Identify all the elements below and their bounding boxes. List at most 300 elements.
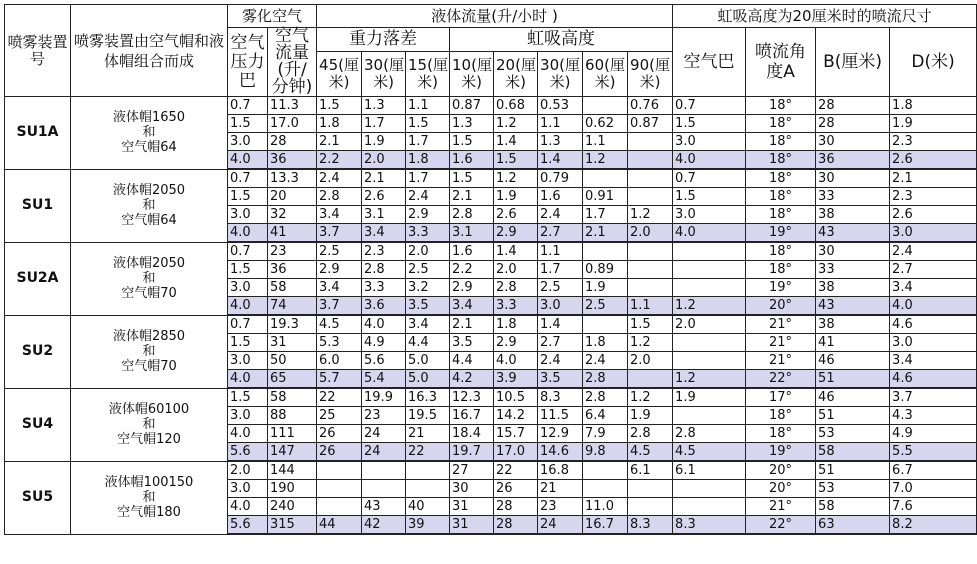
data-cell [406, 461, 450, 480]
data-cell: 2.5 [538, 279, 583, 297]
data-cell: 4.0 [494, 352, 538, 370]
data-cell: 1.3 [538, 133, 583, 151]
data-cell: 5.6 [228, 516, 268, 535]
header-d: D(米) [890, 28, 977, 97]
data-cell: 18° [746, 188, 816, 206]
data-cell: 1.1 [583, 133, 628, 151]
header-gravity-45: 45(厘米) [317, 52, 362, 97]
composition-line: 液体帽100150 [104, 475, 194, 490]
data-cell: 4.0 [228, 151, 268, 170]
header-air-flow: 空气流量(升/分钟) [268, 28, 317, 97]
data-cell: 4.6 [890, 370, 977, 389]
header-siphon-90: 90(厘米) [628, 52, 673, 97]
header-spray-size: 虹吸高度为20厘米时的喷流尺寸 [673, 5, 977, 28]
data-cell: 19° [746, 279, 816, 297]
data-cell: 2.3 [890, 133, 977, 151]
data-cell: 3.4 [890, 279, 977, 297]
data-cell: 1.7 [583, 206, 628, 224]
data-cell: 1.5 [450, 133, 494, 151]
data-cell [628, 242, 673, 261]
data-cell: 11.5 [538, 407, 583, 425]
data-cell: 0.87 [628, 115, 673, 133]
data-cell: 2.8 [494, 279, 538, 297]
data-cell: 31 [268, 334, 317, 352]
data-cell: 4.0 [228, 425, 268, 443]
header-gravity-30: 30(厘米) [362, 52, 406, 97]
header-air-pressure: 空气压力巴 [228, 28, 268, 97]
data-cell [628, 133, 673, 151]
data-cell: 2.6 [890, 206, 977, 224]
data-cell: 5.6 [228, 443, 268, 462]
data-cell: 13.3 [268, 169, 317, 188]
data-cell: 46 [816, 388, 890, 407]
data-cell: 2.8 [628, 425, 673, 443]
header-spray-angle: 喷流角度A [746, 28, 816, 97]
data-cell: 3.0 [538, 297, 583, 316]
data-cell: 1.9 [494, 188, 538, 206]
data-cell: 2.2 [317, 151, 362, 170]
data-cell: 1.7 [406, 169, 450, 188]
data-cell: 8.3 [628, 516, 673, 535]
data-cell: 5.3 [317, 334, 362, 352]
data-cell: 18.4 [450, 425, 494, 443]
data-cell: 1.3 [362, 97, 406, 115]
data-cell: 1.9 [890, 115, 977, 133]
data-cell: 1.2 [628, 388, 673, 407]
data-cell: 3.0 [228, 352, 268, 370]
data-cell: 1.9 [362, 133, 406, 151]
data-cell: 1.5 [228, 188, 268, 206]
data-cell: 43 [816, 297, 890, 316]
data-cell [583, 461, 628, 480]
data-cell: 6.1 [628, 461, 673, 480]
data-cell: 1.5 [228, 261, 268, 279]
data-cell: 63 [816, 516, 890, 535]
data-cell: 18° [746, 206, 816, 224]
data-cell [673, 498, 746, 516]
data-cell: 30 [816, 242, 890, 261]
header-gravity-15: 15(厘米) [406, 52, 450, 97]
data-cell: 2.7 [890, 261, 977, 279]
data-cell [673, 261, 746, 279]
data-cell [628, 279, 673, 297]
composition-line: 和 [142, 490, 156, 505]
model-cell: SU5 [5, 461, 71, 534]
data-cell: 32 [268, 206, 317, 224]
data-cell: 20° [746, 480, 816, 498]
data-cell: 4.4 [450, 352, 494, 370]
data-cell [406, 480, 450, 498]
data-cell: 74 [268, 297, 317, 316]
data-cell [583, 242, 628, 261]
data-cell: 2.0 [673, 315, 746, 334]
data-cell: 8.3 [673, 516, 746, 535]
data-cell: 2.9 [317, 261, 362, 279]
data-cell: 3.0 [890, 334, 977, 352]
data-cell [317, 461, 362, 480]
data-cell: 1.4 [538, 315, 583, 334]
header-atomizing-air: 雾化空气 [228, 5, 317, 28]
data-cell: 4.6 [890, 315, 977, 334]
data-cell: 10.5 [494, 388, 538, 407]
data-cell: 1.5 [228, 388, 268, 407]
data-cell: 2.9 [494, 334, 538, 352]
composition-line: 空气帽70 [121, 286, 177, 301]
data-cell: 0.89 [583, 261, 628, 279]
data-cell: 7.9 [583, 425, 628, 443]
data-cell: 4.0 [228, 370, 268, 389]
data-cell: 2.8 [317, 188, 362, 206]
data-cell: 2.4 [538, 352, 583, 370]
header-siphon-30: 30(厘米) [538, 52, 583, 97]
composition-line: 空气帽64 [121, 213, 177, 228]
data-cell [362, 461, 406, 480]
model-cell: SU1A [5, 97, 71, 170]
data-cell: 19.3 [268, 315, 317, 334]
data-cell: 31 [450, 498, 494, 516]
data-cell: 24 [362, 443, 406, 462]
data-cell: 0.91 [583, 188, 628, 206]
data-cell: 3.4 [317, 279, 362, 297]
data-cell: 1.5 [406, 115, 450, 133]
data-cell: 2.1 [583, 224, 628, 243]
data-cell: 2.0 [628, 224, 673, 243]
data-cell: 1.4 [494, 242, 538, 261]
data-cell [362, 480, 406, 498]
data-cell: 28 [494, 498, 538, 516]
data-cell: 4.5 [673, 443, 746, 462]
data-cell: 24 [362, 425, 406, 443]
data-cell: 23 [538, 498, 583, 516]
data-cell: 5.0 [406, 370, 450, 389]
data-cell: 3.3 [362, 279, 406, 297]
data-cell: 2.6 [362, 188, 406, 206]
data-cell: 17.0 [494, 443, 538, 462]
data-cell: 22 [317, 388, 362, 407]
data-cell: 2.5 [583, 297, 628, 316]
data-cell: 315 [268, 516, 317, 535]
data-cell: 2.1 [450, 188, 494, 206]
data-cell: 2.6 [494, 206, 538, 224]
data-cell: 12.9 [538, 425, 583, 443]
data-cell: 1.2 [673, 370, 746, 389]
header-b: B(厘米) [816, 28, 890, 97]
data-cell: 16.7 [583, 516, 628, 535]
data-cell [673, 334, 746, 352]
data-cell: 24 [538, 516, 583, 535]
data-cell: 38 [816, 206, 890, 224]
composition-cell [71, 388, 228, 461]
data-cell: 17° [746, 388, 816, 407]
data-cell: 144 [268, 461, 317, 480]
data-cell: 4.0 [228, 498, 268, 516]
data-cell: 41 [816, 334, 890, 352]
data-cell: 4.0 [228, 224, 268, 243]
data-cell: 2.7 [538, 224, 583, 243]
model-cell: SU2A [5, 242, 71, 315]
data-cell: 25 [317, 407, 362, 425]
data-cell: 3.0 [228, 206, 268, 224]
data-cell: 1.5 [450, 169, 494, 188]
data-cell: 4.0 [673, 224, 746, 243]
data-cell: 26 [317, 443, 362, 462]
data-cell: 0.87 [450, 97, 494, 115]
composition-line: 和 [142, 198, 156, 213]
composition-line: 液体帽2050 [112, 256, 186, 271]
data-cell [673, 279, 746, 297]
data-cell: 2.3 [890, 188, 977, 206]
data-cell: 0.76 [628, 97, 673, 115]
data-cell: 2.8 [583, 370, 628, 389]
data-cell: 7.0 [890, 480, 977, 498]
data-cell: 30 [816, 169, 890, 188]
data-cell: 3.4 [406, 315, 450, 334]
data-cell: 2.2 [450, 261, 494, 279]
data-cell: 7.6 [890, 498, 977, 516]
data-cell [628, 188, 673, 206]
data-cell: 16.3 [406, 388, 450, 407]
composition-cell [71, 461, 228, 534]
data-cell: 22° [746, 370, 816, 389]
data-cell: 18° [746, 97, 816, 115]
data-cell: 2.0 [362, 151, 406, 170]
data-cell: 1.2 [628, 206, 673, 224]
data-cell: 51 [816, 461, 890, 480]
data-cell: 53 [816, 480, 890, 498]
data-cell: 3.2 [406, 279, 450, 297]
data-cell: 3.9 [494, 370, 538, 389]
data-cell: 2.8 [362, 261, 406, 279]
data-cell: 3.7 [317, 297, 362, 316]
data-cell: 2.4 [406, 188, 450, 206]
data-cell: 26 [317, 425, 362, 443]
data-cell: 43 [816, 224, 890, 243]
data-cell: 4.9 [890, 425, 977, 443]
data-cell: 31 [450, 516, 494, 535]
data-cell: 6.0 [317, 352, 362, 370]
data-cell: 2.4 [583, 352, 628, 370]
data-cell: 14.6 [538, 443, 583, 462]
data-cell [673, 242, 746, 261]
data-cell: 1.1 [538, 115, 583, 133]
data-cell: 1.6 [450, 151, 494, 170]
data-cell: 18° [746, 242, 816, 261]
data-cell [673, 480, 746, 498]
data-cell: 1.2 [583, 151, 628, 170]
data-cell: 28 [816, 115, 890, 133]
data-cell: 28 [494, 516, 538, 535]
composition-line: 液体帽2050 [112, 183, 186, 198]
data-cell: 43 [362, 498, 406, 516]
data-cell: 27 [450, 461, 494, 480]
data-cell: 5.5 [890, 443, 977, 462]
data-cell: 3.4 [362, 224, 406, 243]
data-cell: 2.0 [628, 352, 673, 370]
data-cell: 2.0 [228, 461, 268, 480]
data-cell: 42 [362, 516, 406, 535]
table-row [5, 169, 977, 188]
data-cell: 3.5 [450, 334, 494, 352]
data-cell: 58 [816, 443, 890, 462]
data-cell: 4.2 [450, 370, 494, 389]
table-row [5, 315, 977, 334]
data-cell: 20° [746, 461, 816, 480]
data-cell: 36 [268, 261, 317, 279]
data-cell: 1.2 [494, 169, 538, 188]
composition-line: 液体帽2850 [112, 329, 186, 344]
data-cell: 4.3 [890, 407, 977, 425]
data-cell: 36 [268, 151, 317, 170]
data-cell: 1.6 [450, 242, 494, 261]
data-cell [628, 498, 673, 516]
data-cell: 9.8 [583, 443, 628, 462]
data-cell: 1.9 [628, 407, 673, 425]
data-cell: 1.4 [538, 151, 583, 170]
data-cell: 18° [746, 169, 816, 188]
data-cell: 3.0 [228, 133, 268, 151]
data-cell: 18° [746, 151, 816, 170]
data-cell: 147 [268, 443, 317, 462]
data-cell [628, 261, 673, 279]
data-cell: 2.9 [494, 224, 538, 243]
data-cell: 8.3 [538, 388, 583, 407]
data-cell: 30 [450, 480, 494, 498]
data-cell: 21 [406, 425, 450, 443]
data-cell: 22° [746, 516, 816, 535]
data-cell: 1.8 [406, 151, 450, 170]
data-cell [628, 370, 673, 389]
data-cell: 3.0 [228, 480, 268, 498]
data-cell: 28 [268, 133, 317, 151]
composition-line: 和 [142, 125, 156, 141]
data-cell: 20° [746, 297, 816, 316]
data-cell: 2.4 [890, 242, 977, 261]
data-cell [583, 315, 628, 334]
model-cell: SU1 [5, 169, 71, 242]
header-composition: 喷雾装置由空气帽和液体帽组合而成 [71, 5, 228, 97]
data-cell: 21 [538, 480, 583, 498]
composition-cell [71, 169, 228, 242]
data-cell: 2.1 [317, 133, 362, 151]
table-row [5, 97, 977, 115]
data-cell: 2.5 [317, 242, 362, 261]
data-cell: 46 [816, 352, 890, 370]
header-model-no: 喷雾装置号 [5, 5, 71, 97]
composition-cell [71, 242, 228, 315]
data-cell: 40 [406, 498, 450, 516]
data-cell: 1.9 [673, 388, 746, 407]
data-cell: 0.62 [583, 115, 628, 133]
data-cell: 28 [816, 97, 890, 115]
data-cell: 14.2 [494, 407, 538, 425]
data-cell: 65 [268, 370, 317, 389]
data-cell: 38 [816, 279, 890, 297]
data-cell: 18° [746, 407, 816, 425]
data-cell: 3.3 [494, 297, 538, 316]
data-cell: 18° [746, 261, 816, 279]
data-cell: 0.7 [673, 97, 746, 115]
header-siphon-height: 虹吸高度 [450, 28, 673, 52]
data-cell: 0.53 [538, 97, 583, 115]
data-cell: 33 [816, 261, 890, 279]
data-cell: 19.7 [450, 443, 494, 462]
table-row [5, 388, 977, 407]
data-cell: 3.4 [450, 297, 494, 316]
data-cell: 0.7 [228, 315, 268, 334]
data-cell: 1.5 [228, 334, 268, 352]
data-cell: 2.1 [450, 315, 494, 334]
data-cell: 0.7 [228, 242, 268, 261]
data-cell: 19.9 [362, 388, 406, 407]
data-cell: 1.3 [450, 115, 494, 133]
composition-line: 空气帽120 [117, 432, 181, 447]
data-cell: 22 [494, 461, 538, 480]
data-cell [628, 151, 673, 170]
header-siphon-60: 60(厘米) [583, 52, 628, 97]
data-cell: 1.7 [406, 133, 450, 151]
data-cell: 2.1 [362, 169, 406, 188]
data-cell: 1.8 [317, 115, 362, 133]
data-cell: 5.4 [362, 370, 406, 389]
data-cell: 2.5 [406, 261, 450, 279]
data-cell [673, 407, 746, 425]
data-cell: 1.1 [406, 97, 450, 115]
data-cell: 2.4 [538, 206, 583, 224]
data-cell: 21° [746, 498, 816, 516]
data-cell: 0.79 [538, 169, 583, 188]
data-cell: 38 [816, 315, 890, 334]
data-cell: 1.6 [538, 188, 583, 206]
data-cell: 21° [746, 315, 816, 334]
data-cell: 5.7 [317, 370, 362, 389]
data-cell: 3.0 [228, 279, 268, 297]
data-cell: 1.8 [583, 334, 628, 352]
data-cell: 4.5 [317, 315, 362, 334]
header-siphon-20: 20(厘米) [494, 52, 538, 97]
data-cell: 1.4 [494, 133, 538, 151]
data-cell: 0.7 [673, 169, 746, 188]
data-cell: 1.5 [317, 97, 362, 115]
data-cell: 3.4 [890, 352, 977, 370]
data-cell: 1.2 [673, 297, 746, 316]
data-cell: 6.1 [673, 461, 746, 480]
data-cell: 26 [494, 480, 538, 498]
composition-line: 液体帽60100 [108, 402, 190, 417]
header-siphon-10: 10(厘米) [450, 52, 494, 97]
data-cell: 88 [268, 407, 317, 425]
data-cell: 2.8 [673, 425, 746, 443]
data-cell [628, 169, 673, 188]
data-cell: 3.5 [406, 297, 450, 316]
data-cell: 19° [746, 443, 816, 462]
data-cell: 11.3 [268, 97, 317, 115]
composition-line: 液体帽1650 [112, 110, 186, 126]
data-cell: 11.0 [583, 498, 628, 516]
data-cell: 0.68 [494, 97, 538, 115]
data-cell [583, 480, 628, 498]
composition-line: 和 [142, 344, 156, 359]
data-cell: 2.8 [583, 388, 628, 407]
data-cell: 44 [317, 516, 362, 535]
data-cell [317, 480, 362, 498]
data-cell: 3.5 [538, 370, 583, 389]
data-cell: 30 [816, 133, 890, 151]
data-cell: 19.5 [406, 407, 450, 425]
data-cell: 36 [816, 151, 890, 170]
composition-line: 空气帽64 [121, 140, 177, 156]
data-cell: 22 [406, 443, 450, 462]
composition-line: 空气帽70 [121, 359, 177, 374]
